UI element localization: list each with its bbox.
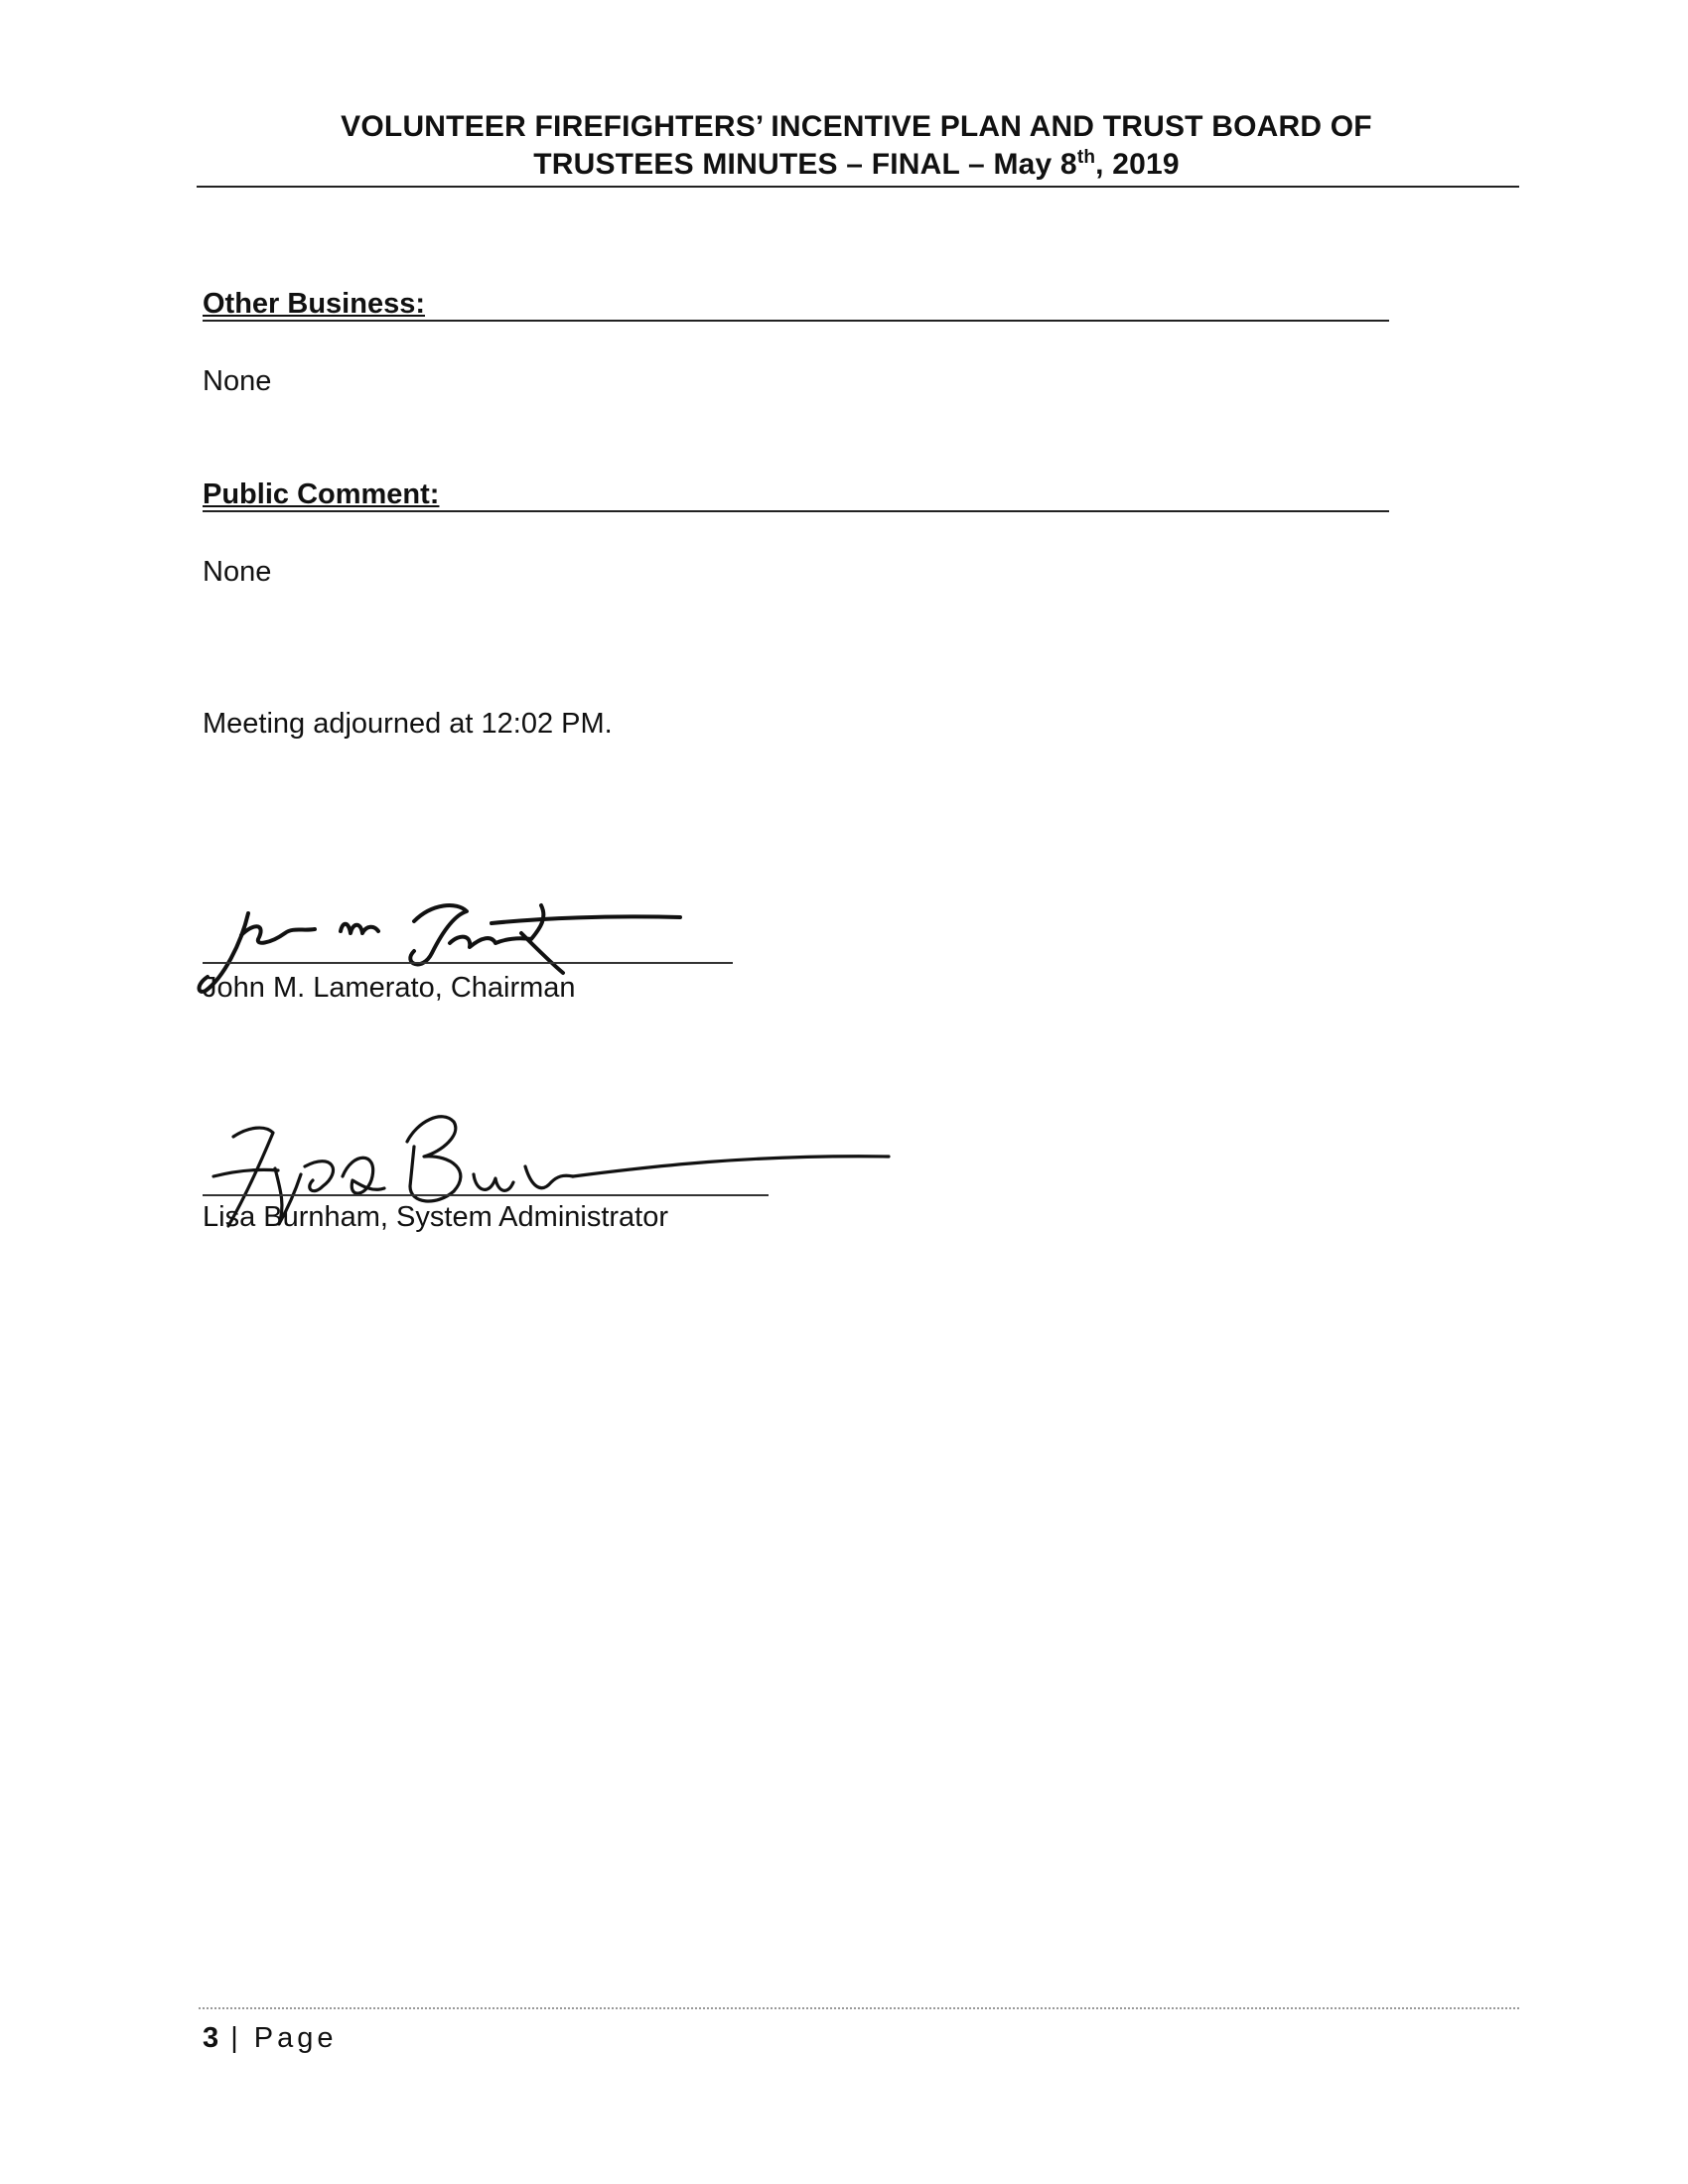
page-number: 3: [203, 2022, 219, 2054]
section-body-other-business: None: [203, 365, 272, 397]
date-ordinal-suffix: th: [1076, 147, 1096, 168]
section-rule-public-comment: [203, 510, 1389, 512]
section-body-public-comment: None: [203, 556, 272, 588]
footer-rule: [199, 2007, 1519, 2009]
page-footer: [203, 2021, 338, 2055]
document-title-line-1: VOLUNTEER FIREFIGHTERS’ INCENTIVE PLAN AND TRUST BOARD OF: [341, 110, 1372, 143]
section-rule-other-business: [203, 320, 1389, 322]
administrator-name-title: Lisa Burnham, System Administrator: [203, 1201, 669, 1233]
adjournment-statement: Meeting adjourned at 12:02 PM.: [203, 708, 613, 740]
header-rule: [197, 186, 1519, 188]
page-label: | Page: [230, 2022, 338, 2054]
chairman-signature-line: [203, 962, 733, 964]
section-heading-other-business: Other Business:: [203, 288, 425, 320]
section-heading-public-comment: Public Comment:: [203, 478, 440, 510]
administrator-signature-line: [203, 1194, 769, 1196]
document-title-line-2: TRUSTEES MINUTES – FINAL – May 8th, 2019: [533, 147, 1180, 181]
chairman-name-title: John M. Lamerato, Chairman: [203, 972, 576, 1004]
